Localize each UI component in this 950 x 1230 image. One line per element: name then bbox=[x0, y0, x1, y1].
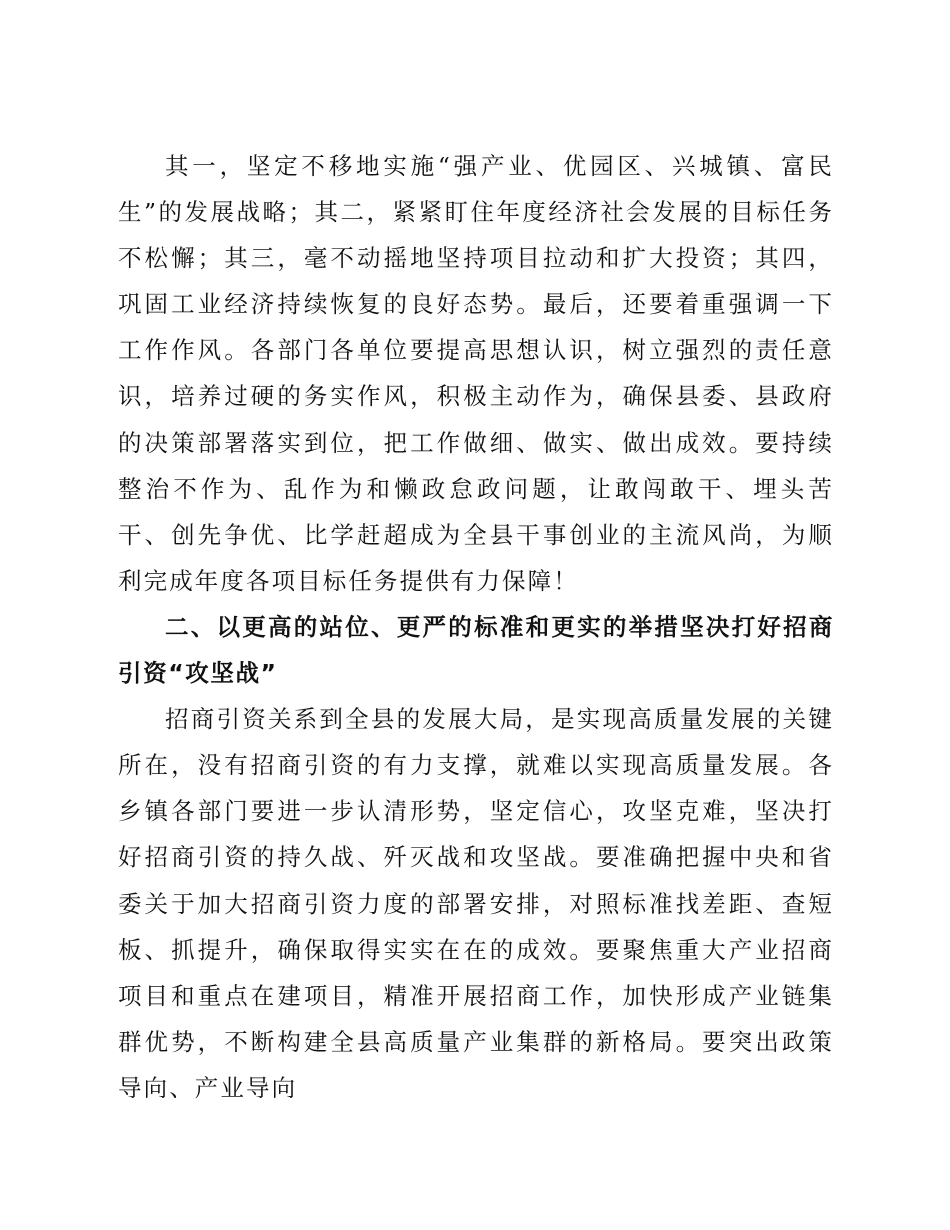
body-paragraph-work-style: 其一，坚定不移地实施“强产业、优园区、兴城镇、富民生”的发展战略；其二，紧紧盯住年度经济社会发展的目标任务不松懈；其三，毫不动摇地坚持项目拉动和扩大投资；其四，巩固工业经济持续恢复的良好态势。最后，还要着重强调一下工作作风。各部门各单位要提高思想认识，树立强烈的责任意识，培养过硬的务实作风，积极主动作为，确保县委、县政府的决策部署落实到位，把工作做细、做实、做出成效。要持续整治不作为、乱作为和懒政怠政问题，让敢闯敢干、埋头苦干、创先争优、比学赶超成为全县干事创业的主流风尚，为顺利完成年度各项目标任务提供有力保障！ bbox=[118, 152, 834, 595]
document-page bbox=[118, 143, 834, 1111]
body-paragraph-investment: 招商引资关系到全县的发展大局，是实现高质量发展的关键所在，没有招商引资的有力支撑，就难以实现高质量发展。各乡镇各部门要进一步认清形势，坚定信心，攻坚克难，坚决打好招商引资的持久战、歼灭战和攻坚战。要准确把握中央和省委关于加大招商引资力度的部署安排，对照标准找差距、查短板、抓提升，确保取得实实在在的成效。要聚焦重大产业招商项目和重点在建项目，精准开展招商工作，加快形成产业链集群优势，不断构建全县高质量产业集群的新格局。要突出政策导向、产业导向 bbox=[118, 705, 834, 1102]
section-heading-investment: 二、以更高的站位、更严的标准和更实的举措坚决打好招商引资“攻坚战” bbox=[118, 612, 834, 688]
